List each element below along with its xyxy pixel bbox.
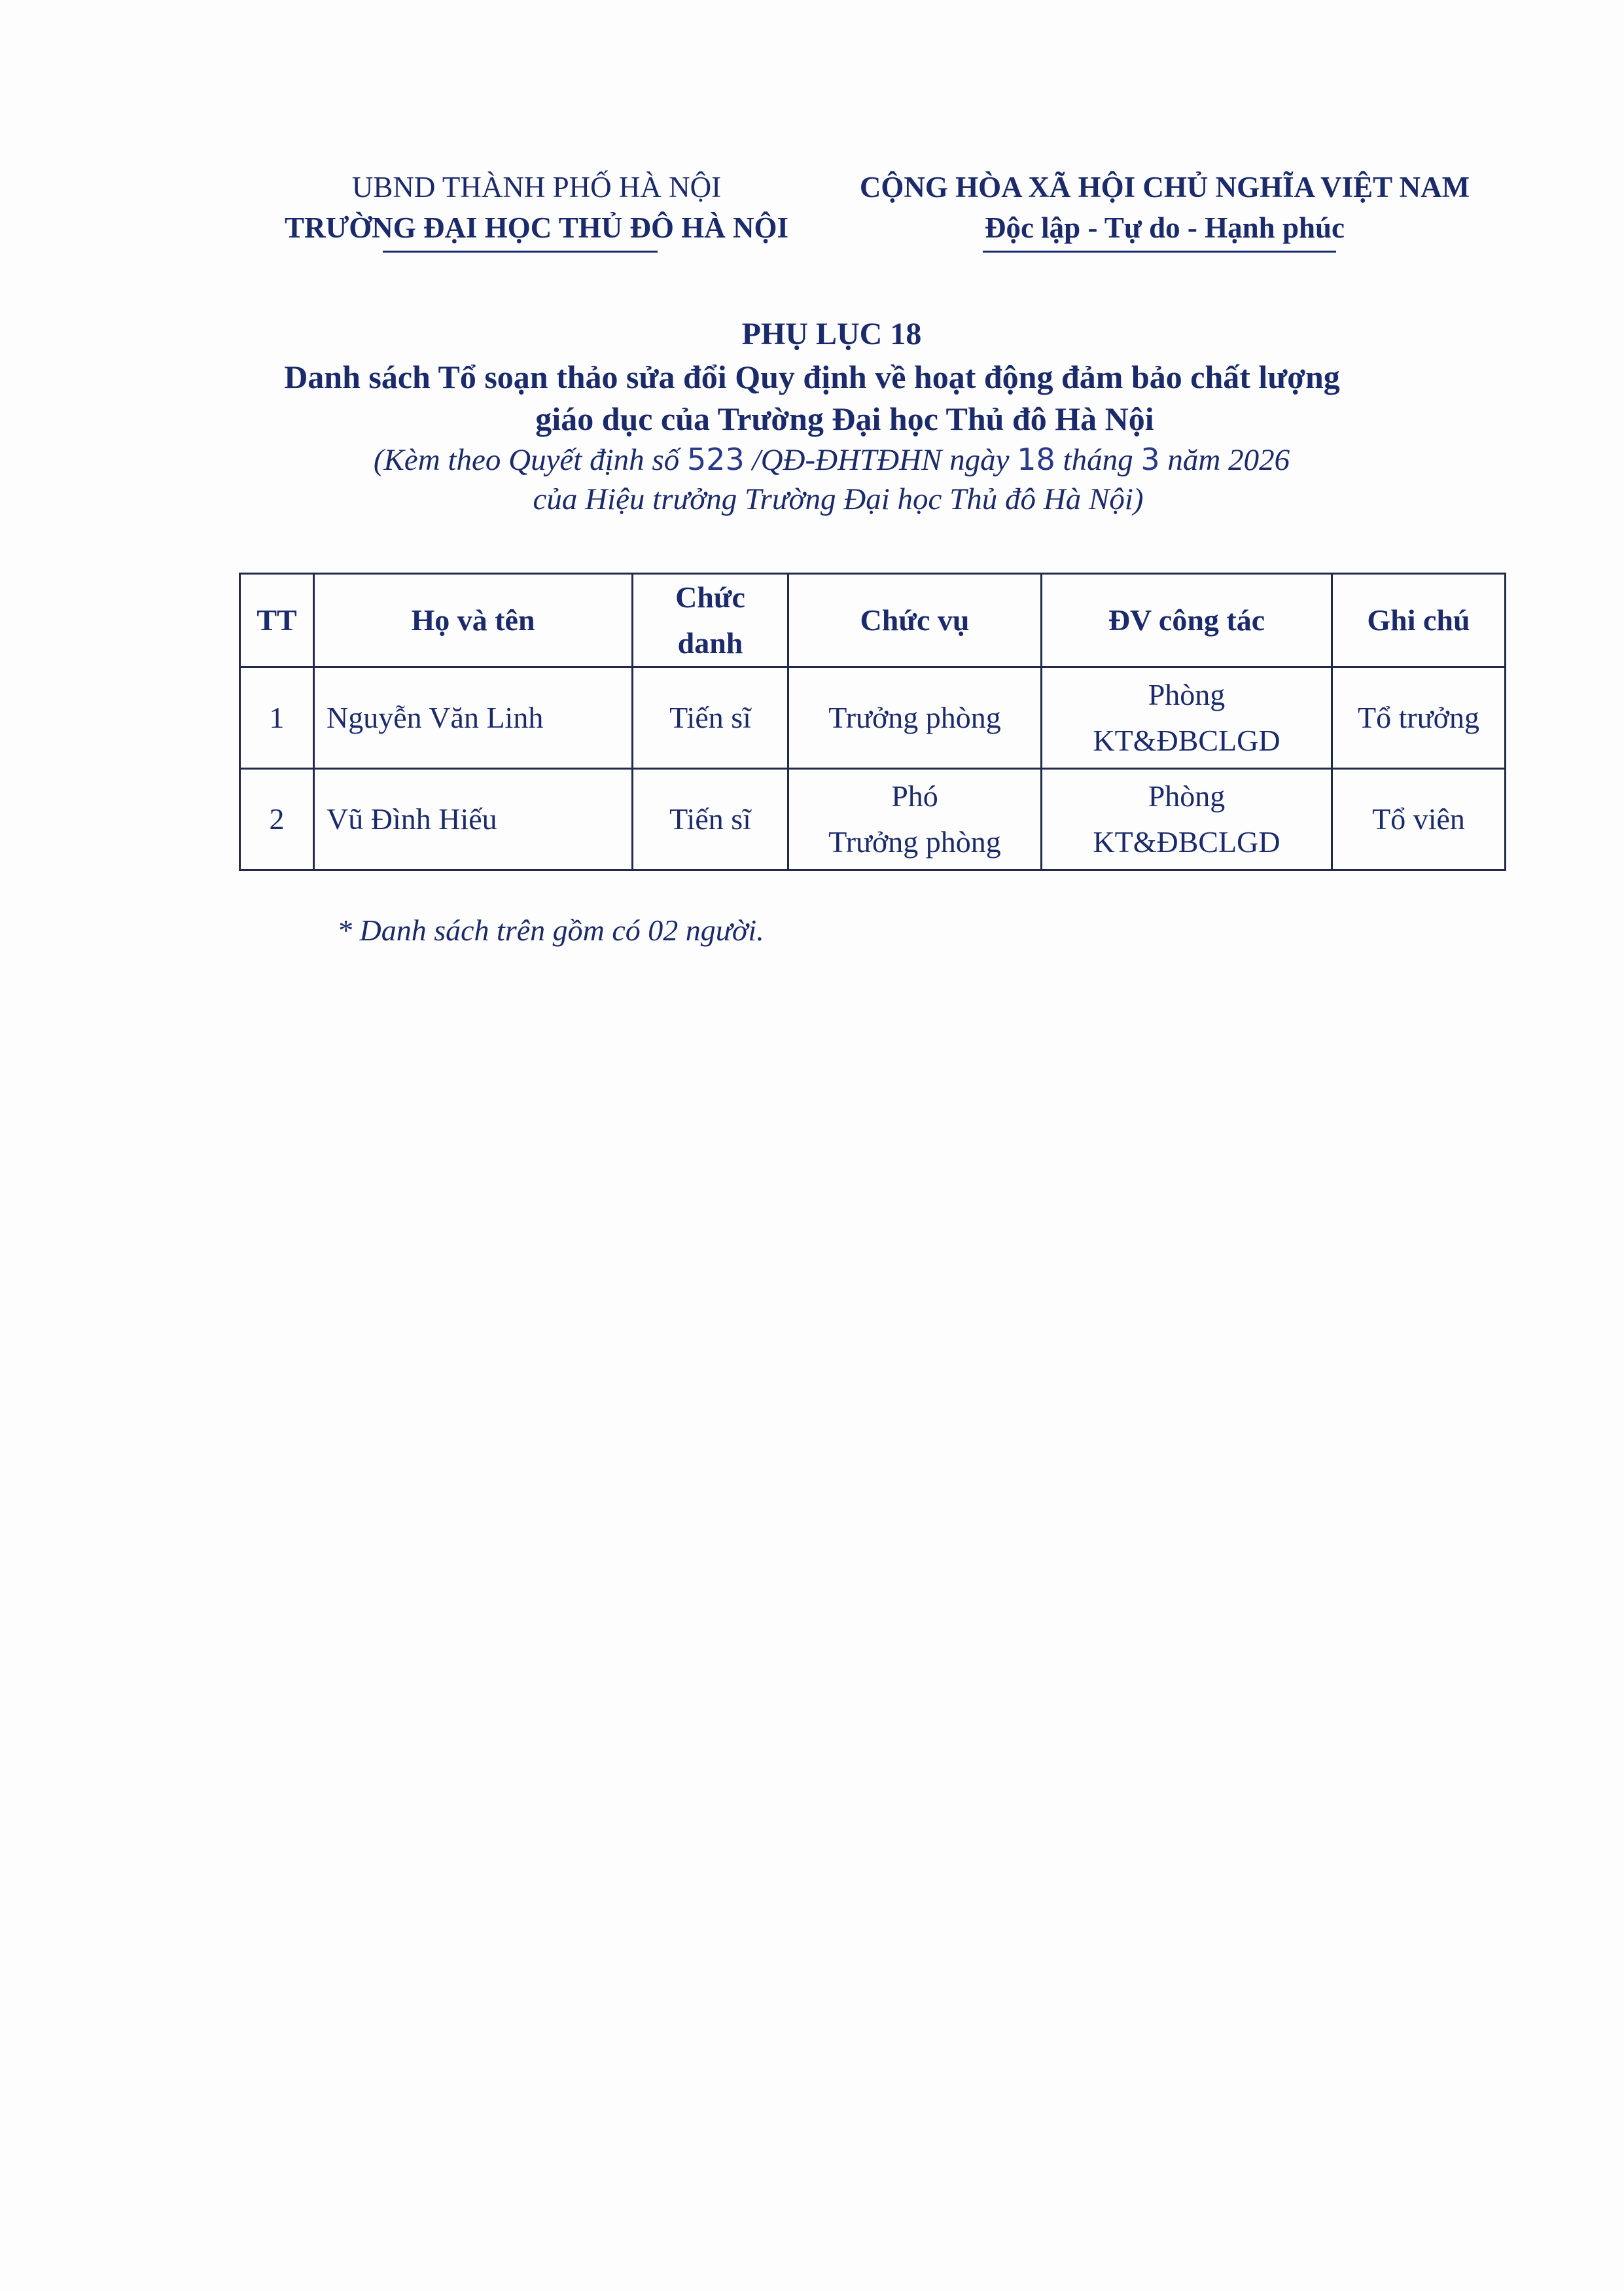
header-right xyxy=(818,167,1511,253)
cell-position: Trưởng phòng xyxy=(788,667,1042,769)
table-header-row xyxy=(240,574,1506,667)
cell-name: Nguyễn Văn Linh xyxy=(314,667,633,769)
header-left xyxy=(249,167,824,253)
appendix-title: PHỤ LỤC 18 xyxy=(741,317,922,351)
col-header-tt: TT xyxy=(240,574,314,667)
members-table xyxy=(239,573,1506,871)
school-name: TRƯỜNG ĐẠI HỌC THỦ ĐÔ HÀ NỘI xyxy=(284,211,789,244)
col-header-title: Chức danh xyxy=(633,574,788,667)
decision-month: 3 xyxy=(1140,442,1160,477)
table-row xyxy=(240,667,1506,769)
cell-unit: Phòng KT&ĐBCLGD xyxy=(1042,769,1332,870)
col-header-position: Chức vụ xyxy=(788,574,1042,667)
decision-day: 18 xyxy=(1017,442,1055,477)
national-title: CỘNG HÒA XÃ HỘI CHỦ NGHĨA VIỆT NAM xyxy=(859,171,1470,204)
cell-unit: Phòng KT&ĐBCLGD xyxy=(1042,667,1332,769)
list-title-line1: Danh sách Tổ soạn thảo sửa đổi Quy định về hoạt động đảm bảo chất lượng xyxy=(284,359,1340,395)
decision-reference: (Kèm theo Quyết định số 523 /QĐ-ĐHTĐHN ngày 18 tháng 3 năm 2026 xyxy=(373,442,1290,477)
header-right-underline xyxy=(983,251,1336,253)
cell-tt: 2 xyxy=(240,769,314,870)
col-header-note: Ghi chú xyxy=(1332,574,1506,667)
table-row xyxy=(240,769,1506,870)
cell-position: Phó Trưởng phòng xyxy=(788,769,1042,870)
decision-issuer: của Hiệu trưởng Trường Đại học Thủ đô Hà Nội) xyxy=(533,482,1144,516)
list-title-line2: giáo dục của Trường Đại học Thủ đô Hà Nội xyxy=(535,400,1154,437)
cell-note: Tổ viên xyxy=(1332,769,1506,870)
col-header-unit: ĐV công tác xyxy=(1042,574,1332,667)
authority-name: UBND THÀNH PHỐ HÀ NỘI xyxy=(351,171,722,204)
cell-note: Tổ trưởng xyxy=(1332,667,1506,769)
footnote: * Danh sách trên gồm có 02 người. xyxy=(337,914,764,947)
header-left-underline xyxy=(383,251,658,253)
cell-title: Tiến sĩ xyxy=(633,769,788,870)
decision-number: 523 xyxy=(686,442,745,477)
cell-name: Vũ Đình Hiếu xyxy=(314,769,633,870)
cell-tt: 1 xyxy=(240,667,314,769)
cell-title: Tiến sĩ xyxy=(633,667,788,769)
national-motto: Độc lập - Tự do - Hạnh phúc xyxy=(984,211,1345,244)
title-block xyxy=(0,313,1624,519)
col-header-name: Họ và tên xyxy=(314,574,633,667)
